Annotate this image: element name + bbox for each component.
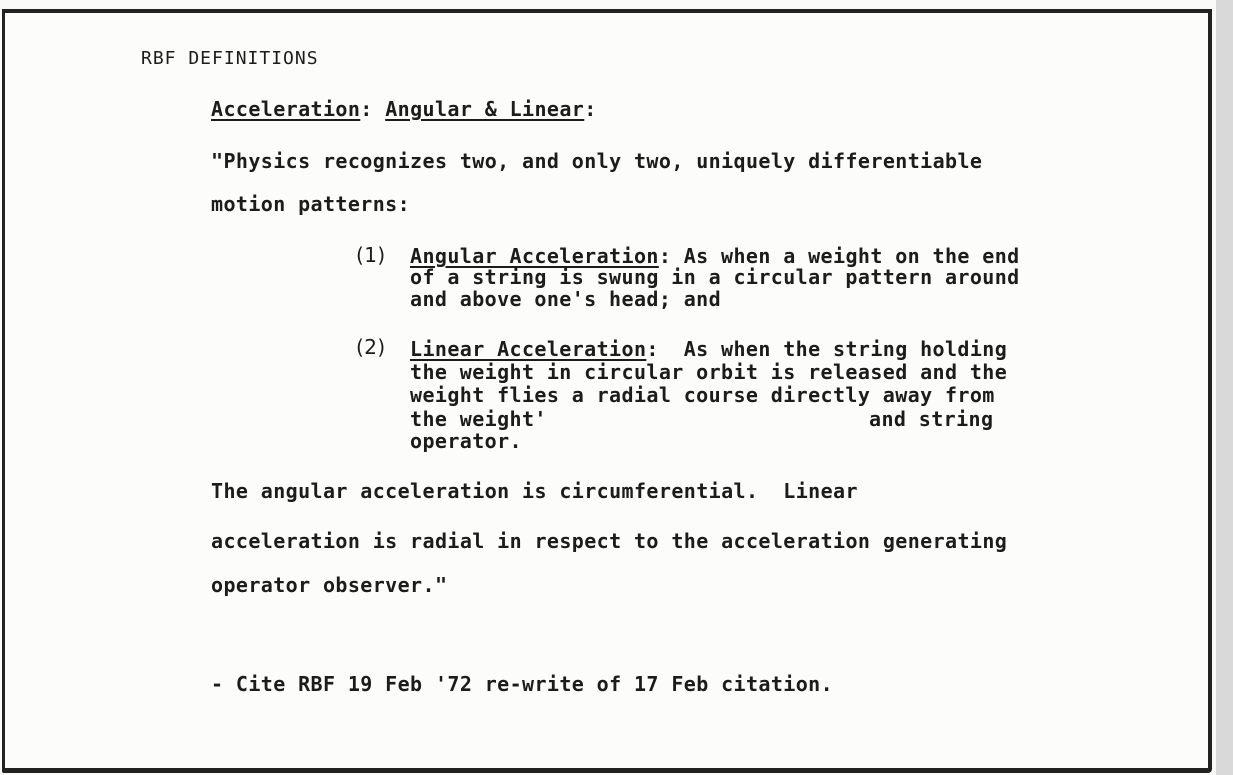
item-2-line-5: operator.: [410, 429, 522, 453]
conclusion-line-2: acceleration is radial in respect to the acceleration generating: [211, 529, 1008, 553]
item-1-term: Angular Acceleration: [410, 244, 659, 268]
item-1-line-2: of a string is swung in a circular pattern around: [410, 265, 1020, 289]
heading-qualifier: Angular & Linear: [385, 97, 585, 121]
item-1-line-3: and above one's head; and: [410, 287, 722, 311]
item-2-line-4a: the weight': [410, 407, 547, 431]
item-2-term: Linear Acceleration: [410, 337, 647, 361]
item-2-number: (2): [356, 335, 386, 359]
page-edge-margin: [1216, 0, 1233, 775]
citation-line: - Cite RBF 19 Feb '72 re-write of 17 Feb citation.: [211, 672, 834, 696]
item-1-number: (1): [356, 243, 386, 267]
item-2-line-2: the weight in circular orbit is released and the: [410, 360, 1008, 384]
heading-term: Acceleration: [211, 97, 361, 121]
conclusion-line-1: The angular acceleration is circumferential. Linear: [211, 479, 858, 503]
intro-line-1: "Physics recognizes two, and only two, uniquely differentiable: [211, 149, 983, 173]
item-2-line-4b: and string: [869, 407, 994, 431]
document-header: RBF DEFINITIONS: [141, 48, 319, 69]
item-1-line-1: [410, 245, 1020, 267]
heading-separator: :: [360, 97, 386, 121]
item-2-line-1: [410, 338, 1007, 360]
item-2-text-1: : As when the string holding: [646, 337, 1008, 361]
item-2-line-3: weight flies a radial course directly away from: [410, 383, 995, 407]
conclusion-line-3: operator observer.": [211, 573, 448, 597]
heading-end: :: [584, 97, 597, 121]
item-1-text-1: : As when a weight on the end: [658, 244, 1020, 268]
intro-line-2: motion patterns:: [211, 192, 411, 216]
definition-heading: [211, 98, 597, 120]
